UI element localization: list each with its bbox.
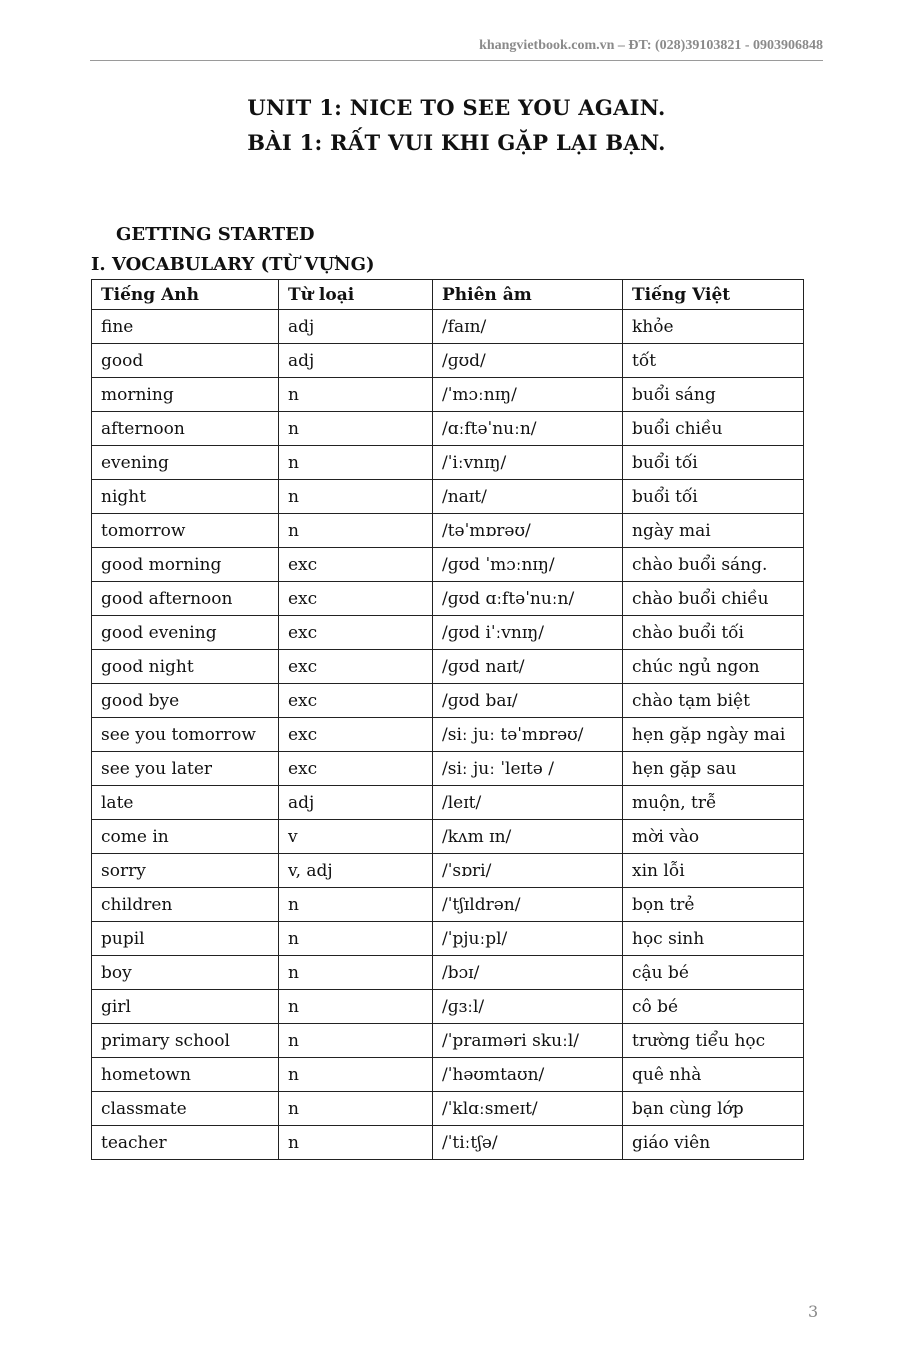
cell-word-type: n bbox=[279, 446, 433, 480]
cell-pronunciation: /ɡʊd iˈːvnɪŋ/ bbox=[433, 616, 623, 650]
cell-vietnamese: mời vào bbox=[623, 820, 804, 854]
table-row bbox=[92, 1024, 804, 1058]
cell-word-type: n bbox=[279, 480, 433, 514]
table-row bbox=[92, 1126, 804, 1160]
cell-word-type: exc bbox=[279, 684, 433, 718]
table-row bbox=[92, 990, 804, 1024]
table-row bbox=[92, 1092, 804, 1126]
cell-vietnamese: buổi tối bbox=[623, 480, 804, 514]
cell-vietnamese: bạn cùng lớp bbox=[623, 1092, 804, 1126]
cell-english: pupil bbox=[92, 922, 279, 956]
table-row bbox=[92, 548, 804, 582]
cell-english: classmate bbox=[92, 1092, 279, 1126]
cell-vietnamese: trường tiểu học bbox=[623, 1024, 804, 1058]
table-row bbox=[92, 718, 804, 752]
cell-english: morning bbox=[92, 378, 279, 412]
table-row bbox=[92, 446, 804, 480]
cell-pronunciation: /ɡʊd naɪt/ bbox=[433, 650, 623, 684]
cell-english: evening bbox=[92, 446, 279, 480]
table-row bbox=[92, 310, 804, 344]
table-row bbox=[92, 650, 804, 684]
cell-pronunciation: /siː juː ˈleɪtə / bbox=[433, 752, 623, 786]
cell-english: primary school bbox=[92, 1024, 279, 1058]
table-row bbox=[92, 820, 804, 854]
table-row bbox=[92, 922, 804, 956]
cell-english: boy bbox=[92, 956, 279, 990]
lesson-title: BÀI 1: RẤT VUI KHI GẶP LẠI BẠN. bbox=[247, 130, 666, 155]
table-row bbox=[92, 1058, 804, 1092]
cell-word-type: adj bbox=[279, 344, 433, 378]
cell-pronunciation: /ɡʊd/ bbox=[433, 344, 623, 378]
column-header-vietnamese: Tiếng Việt bbox=[623, 280, 804, 310]
cell-word-type: v bbox=[279, 820, 433, 854]
cell-pronunciation: /bɔɪ/ bbox=[433, 956, 623, 990]
cell-english: teacher bbox=[92, 1126, 279, 1160]
cell-vietnamese: chào buổi chiều bbox=[623, 582, 804, 616]
cell-english: night bbox=[92, 480, 279, 514]
cell-word-type: n bbox=[279, 1024, 433, 1058]
table-row bbox=[92, 582, 804, 616]
cell-vietnamese: xin lỗi bbox=[623, 854, 804, 888]
cell-english: children bbox=[92, 888, 279, 922]
cell-pronunciation: /təˈmɒrəʊ/ bbox=[433, 514, 623, 548]
table-row bbox=[92, 412, 804, 446]
cell-word-type: exc bbox=[279, 548, 433, 582]
vocabulary-table bbox=[91, 279, 804, 1160]
cell-pronunciation: /ɡʊd baɪ/ bbox=[433, 684, 623, 718]
section-getting-started: GETTING STARTED bbox=[116, 224, 315, 245]
cell-vietnamese: giáo viên bbox=[623, 1126, 804, 1160]
vocabulary-table-body bbox=[92, 310, 804, 1160]
cell-word-type: n bbox=[279, 1092, 433, 1126]
cell-pronunciation: /faɪn/ bbox=[433, 310, 623, 344]
cell-vietnamese: chào buổi tối bbox=[623, 616, 804, 650]
cell-vietnamese: buổi chiều bbox=[623, 412, 804, 446]
cell-vietnamese: bọn trẻ bbox=[623, 888, 804, 922]
cell-english: fine bbox=[92, 310, 279, 344]
cell-word-type: n bbox=[279, 922, 433, 956]
cell-vietnamese: buổi sáng bbox=[623, 378, 804, 412]
cell-english: late bbox=[92, 786, 279, 820]
cell-english: come in bbox=[92, 820, 279, 854]
cell-english: good bye bbox=[92, 684, 279, 718]
cell-vietnamese: buổi tối bbox=[623, 446, 804, 480]
cell-pronunciation: /ˈhəʊmtaʊn/ bbox=[433, 1058, 623, 1092]
cell-vietnamese: ngày mai bbox=[623, 514, 804, 548]
cell-pronunciation: /ɡʊd ˈmɔːnɪŋ/ bbox=[433, 548, 623, 582]
table-row bbox=[92, 480, 804, 514]
cell-pronunciation: /siː juː təˈmɒrəʊ/ bbox=[433, 718, 623, 752]
cell-english: tomorrow bbox=[92, 514, 279, 548]
table-row bbox=[92, 616, 804, 650]
table-row bbox=[92, 684, 804, 718]
cell-word-type: v, adj bbox=[279, 854, 433, 888]
cell-english: hometown bbox=[92, 1058, 279, 1092]
cell-pronunciation: /ˈiːvnɪŋ/ bbox=[433, 446, 623, 480]
column-header-pronunciation: Phiên âm bbox=[433, 280, 623, 310]
cell-pronunciation: /ɡʊd ɑːftəˈnuːn/ bbox=[433, 582, 623, 616]
cell-english: girl bbox=[92, 990, 279, 1024]
cell-english: sorry bbox=[92, 854, 279, 888]
cell-pronunciation: /ɑːftəˈnuːn/ bbox=[433, 412, 623, 446]
cell-english: good bbox=[92, 344, 279, 378]
cell-vietnamese: chào buổi sáng. bbox=[623, 548, 804, 582]
page-number: 3 bbox=[808, 1302, 819, 1321]
table-row bbox=[92, 854, 804, 888]
cell-vietnamese: hẹn gặp sau bbox=[623, 752, 804, 786]
table-row bbox=[92, 378, 804, 412]
cell-word-type: adj bbox=[279, 786, 433, 820]
table-row bbox=[92, 752, 804, 786]
cell-word-type: n bbox=[279, 990, 433, 1024]
cell-pronunciation: /ˈpjuːpl/ bbox=[433, 922, 623, 956]
cell-english: afternoon bbox=[92, 412, 279, 446]
cell-pronunciation: /ɡɜːl/ bbox=[433, 990, 623, 1024]
cell-word-type: n bbox=[279, 956, 433, 990]
cell-vietnamese: cậu bé bbox=[623, 956, 804, 990]
section-vocabulary: I. VOCABULARY (TỪ VỰNG) bbox=[91, 254, 375, 275]
cell-word-type: exc bbox=[279, 752, 433, 786]
cell-word-type: exc bbox=[279, 616, 433, 650]
cell-vietnamese: tốt bbox=[623, 344, 804, 378]
cell-english: good evening bbox=[92, 616, 279, 650]
cell-vietnamese: hẹn gặp ngày mai bbox=[623, 718, 804, 752]
table-row bbox=[92, 956, 804, 990]
page-header: khangvietbook.com.vn – ĐT: (028)39103821 - 0903906848 bbox=[479, 38, 823, 53]
cell-pronunciation: /ˈsɒri/ bbox=[433, 854, 623, 888]
column-header-word-type: Từ loại bbox=[279, 280, 433, 310]
cell-vietnamese: quê nhà bbox=[623, 1058, 804, 1092]
cell-word-type: n bbox=[279, 1058, 433, 1092]
cell-english: see you later bbox=[92, 752, 279, 786]
cell-vietnamese: học sinh bbox=[623, 922, 804, 956]
cell-word-type: n bbox=[279, 888, 433, 922]
cell-vietnamese: muộn, trễ bbox=[623, 786, 804, 820]
unit-title: UNIT 1: NICE TO SEE YOU AGAIN. bbox=[247, 95, 666, 120]
column-header-english: Tiếng Anh bbox=[92, 280, 279, 310]
cell-word-type: exc bbox=[279, 582, 433, 616]
table-row bbox=[92, 344, 804, 378]
cell-word-type: n bbox=[279, 1126, 433, 1160]
cell-vietnamese: chúc ngủ ngon bbox=[623, 650, 804, 684]
cell-vietnamese: chào tạm biệt bbox=[623, 684, 804, 718]
cell-pronunciation: /ˈpraɪməri skuːl/ bbox=[433, 1024, 623, 1058]
cell-word-type: n bbox=[279, 412, 433, 446]
table-row bbox=[92, 888, 804, 922]
cell-vietnamese: khỏe bbox=[623, 310, 804, 344]
cell-vietnamese: cô bé bbox=[623, 990, 804, 1024]
cell-english: good night bbox=[92, 650, 279, 684]
cell-word-type: adj bbox=[279, 310, 433, 344]
header-divider bbox=[90, 60, 823, 61]
table-row bbox=[92, 514, 804, 548]
cell-word-type: n bbox=[279, 378, 433, 412]
cell-pronunciation: /ˈmɔːnɪŋ/ bbox=[433, 378, 623, 412]
cell-pronunciation: /ˈklɑːsmeɪt/ bbox=[433, 1092, 623, 1126]
table-row bbox=[92, 786, 804, 820]
cell-pronunciation: /ˈtiːtʃə/ bbox=[433, 1126, 623, 1160]
cell-pronunciation: /naɪt/ bbox=[433, 480, 623, 514]
cell-english: see you tomorrow bbox=[92, 718, 279, 752]
cell-english: good afternoon bbox=[92, 582, 279, 616]
cell-english: good morning bbox=[92, 548, 279, 582]
cell-word-type: exc bbox=[279, 718, 433, 752]
cell-word-type: n bbox=[279, 514, 433, 548]
table-header-row bbox=[92, 280, 804, 310]
cell-pronunciation: /leɪt/ bbox=[433, 786, 623, 820]
cell-pronunciation: /ˈtʃɪldrən/ bbox=[433, 888, 623, 922]
cell-word-type: exc bbox=[279, 650, 433, 684]
cell-pronunciation: /kʌm ɪn/ bbox=[433, 820, 623, 854]
